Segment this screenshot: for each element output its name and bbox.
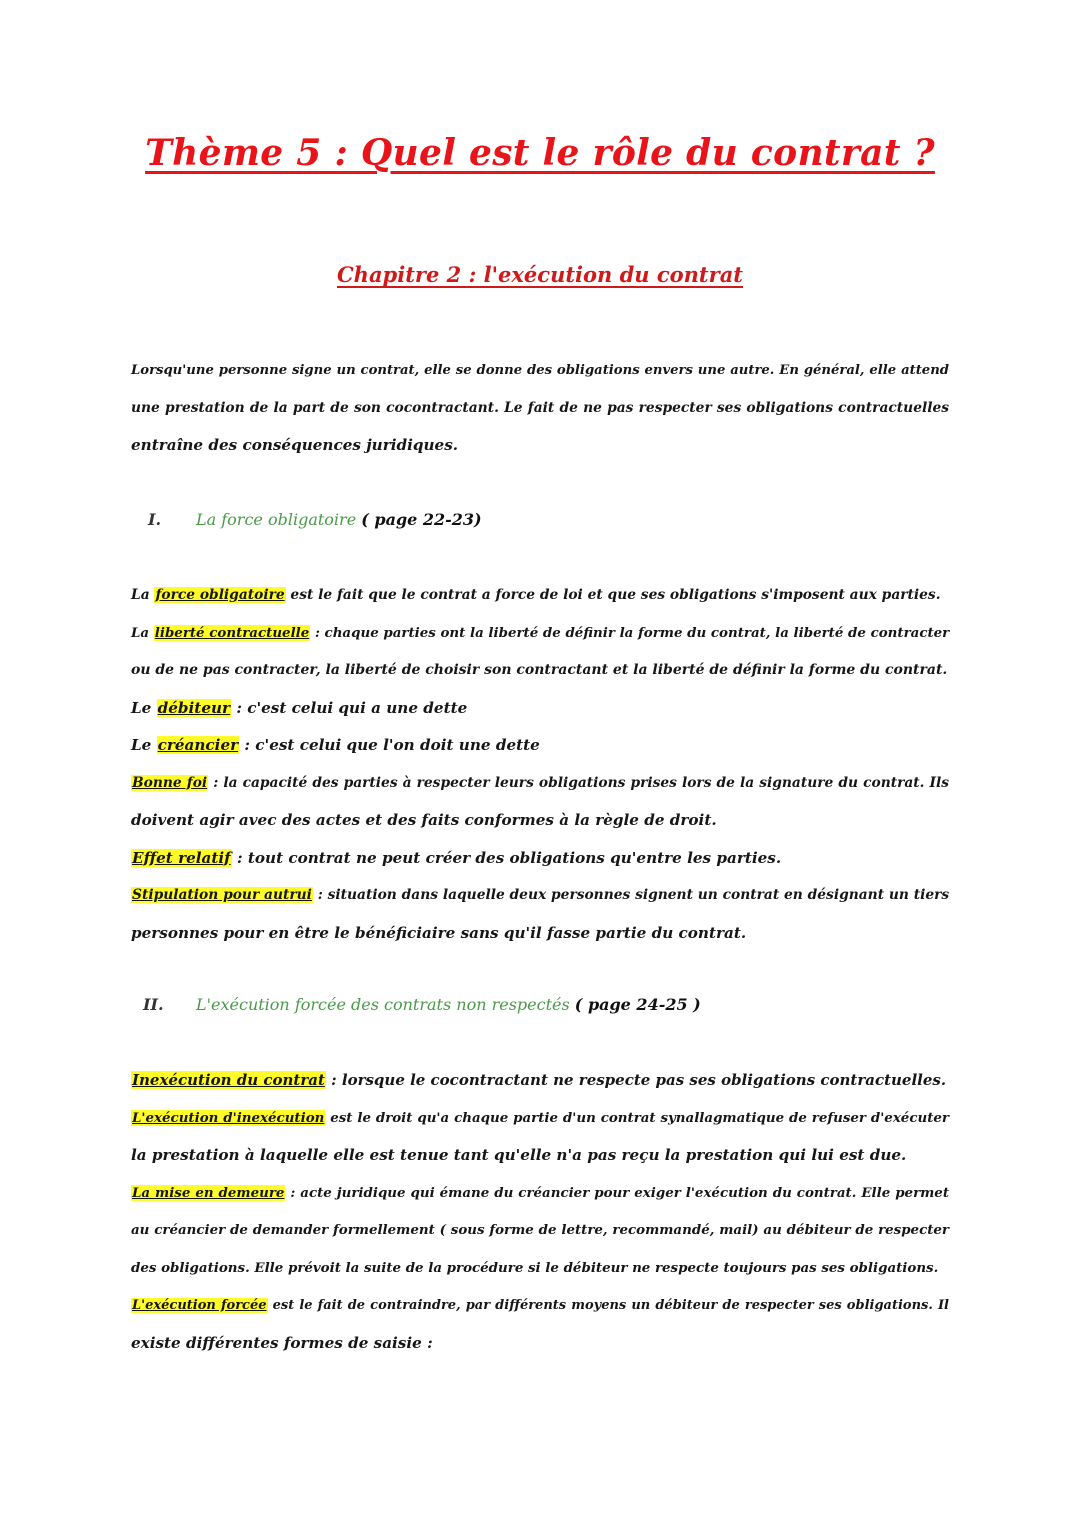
definition-text: ou de ne pas contracter, la liberté de choisir son contractant et la liberté de définir la forme du contrat. bbox=[131, 662, 948, 678]
definition-force-obligatoire bbox=[131, 577, 949, 615]
definition-effet-relatif bbox=[131, 840, 949, 878]
term-highlight: créancier bbox=[157, 736, 239, 754]
section-1-title: La force obligatoire bbox=[196, 510, 357, 529]
definition-text: : tout contrat ne peut créer des obligations qu'entre les parties. bbox=[231, 848, 782, 867]
definition-prefix: Le bbox=[131, 736, 157, 754]
section-1-page-ref: ( page 22-23) bbox=[361, 510, 482, 529]
definition-text: au créancier de demander formellement ( sous forme de lettre, recommandé, mail) au débiteur de respecter bbox=[131, 1222, 949, 1238]
definition-liberte-contractuelle bbox=[131, 615, 949, 653]
definition-text: existe différentes formes de saisie : bbox=[131, 1333, 433, 1352]
definition-text: des obligations. Elle prévoit la suite de la procédure si le débiteur ne respecte toujours pas ses obligations. bbox=[131, 1259, 939, 1276]
definition-text: : situation dans laquelle deux personnes signent un contrat en désignant un tiers bbox=[312, 887, 950, 903]
definition-text: est le fait que le contrat a force de loi et que ses obligations s'imposent aux parties. bbox=[285, 587, 941, 603]
definition-creancier bbox=[131, 727, 949, 765]
definition-text: : chaque parties ont la liberté de définir la forme du contrat, la liberté de contracter bbox=[310, 624, 950, 641]
definition-text: : la capacité des parties à respecter leurs obligations prises lors de la signature du contrat. Ils bbox=[208, 774, 949, 791]
definition-text: : c'est celui qui a une dette bbox=[231, 698, 468, 717]
definition-prefix: La bbox=[131, 624, 154, 641]
definition-bonne-foi bbox=[131, 765, 949, 803]
intro-paragraph bbox=[131, 352, 949, 465]
section-2-body bbox=[131, 1062, 949, 1362]
definition-debiteur bbox=[131, 690, 949, 728]
definition-prefix: Le bbox=[131, 698, 157, 717]
definition-text: la prestation à laquelle elle est tenue tant qu'elle n'a pas reçu la prestation qui lui est due. bbox=[131, 1146, 907, 1164]
definition-exception-inexecution bbox=[131, 1100, 949, 1138]
section-1-body bbox=[131, 577, 949, 952]
definition-stipulation bbox=[131, 877, 949, 915]
section-2-heading bbox=[196, 995, 701, 1014]
chapter-title: Chapitre 2 : l'exécution du contrat bbox=[336, 262, 744, 287]
definition-prefix: La bbox=[131, 587, 155, 603]
intro-line: Lorsqu'une personne signe un contrat, elle se donne des obligations envers une autre. En général, elle attend bbox=[131, 363, 949, 378]
term-highlight: L'exécution forcée bbox=[132, 1298, 267, 1313]
term-highlight: Inexécution du contrat bbox=[132, 1071, 325, 1089]
term-highlight: Stipulation pour autrui bbox=[132, 887, 312, 903]
term-highlight: L'exécution d'inexécution bbox=[132, 1109, 325, 1126]
definition-inexecution bbox=[131, 1062, 949, 1100]
term-highlight: liberté contractuelle bbox=[154, 624, 310, 641]
section-2-title: L'exécution forcée des contrats non respectés bbox=[196, 995, 570, 1014]
definition-text: doivent agir avec des actes et des faits conformes à la règle de droit. bbox=[131, 811, 717, 829]
definition-execution-forcee bbox=[131, 1287, 949, 1325]
term-highlight: débiteur bbox=[157, 698, 231, 717]
section-1-heading bbox=[196, 510, 482, 529]
definition-text: : acte juridique qui émane du créancier pour exiger l'exécution du contrat. Elle permet bbox=[285, 1184, 950, 1201]
term-highlight: force obligatoire bbox=[155, 587, 285, 603]
intro-line: entraîne des conséquences juridiques. bbox=[131, 436, 459, 454]
page-title: Thème 5 : Quel est le rôle du contrat ? bbox=[145, 132, 935, 174]
section-1-number: I. bbox=[148, 510, 162, 529]
definition-text: : lorsque le cocontractant ne respecte pas ses obligations contractuelles. bbox=[325, 1071, 947, 1089]
term-highlight: La mise en demeure bbox=[132, 1184, 285, 1201]
term-highlight: Bonne foi bbox=[132, 774, 208, 791]
term-highlight: Effet relatif bbox=[132, 848, 231, 867]
definition-text: personnes pour en être le bénéficiaire sans qu'il fasse partie du contrat. bbox=[131, 923, 747, 942]
section-2-number: II. bbox=[143, 995, 164, 1014]
definition-text: est le droit qu'a chaque partie d'un contrat synallagmatique de refuser d'exécuter bbox=[325, 1109, 949, 1126]
definition-text: : c'est celui que l'on doit une dette bbox=[239, 736, 540, 754]
intro-line: une prestation de la part de son cocontractant. Le fait de ne pas respecter ses obligations contractuelles bbox=[131, 399, 949, 416]
definition-text: est le fait de contraindre, par différents moyens un débiteur de respecter ses obligations. Il bbox=[267, 1298, 949, 1313]
definition-mise-en-demeure bbox=[131, 1175, 949, 1213]
section-2-page-ref: ( page 24-25 ) bbox=[574, 995, 701, 1014]
